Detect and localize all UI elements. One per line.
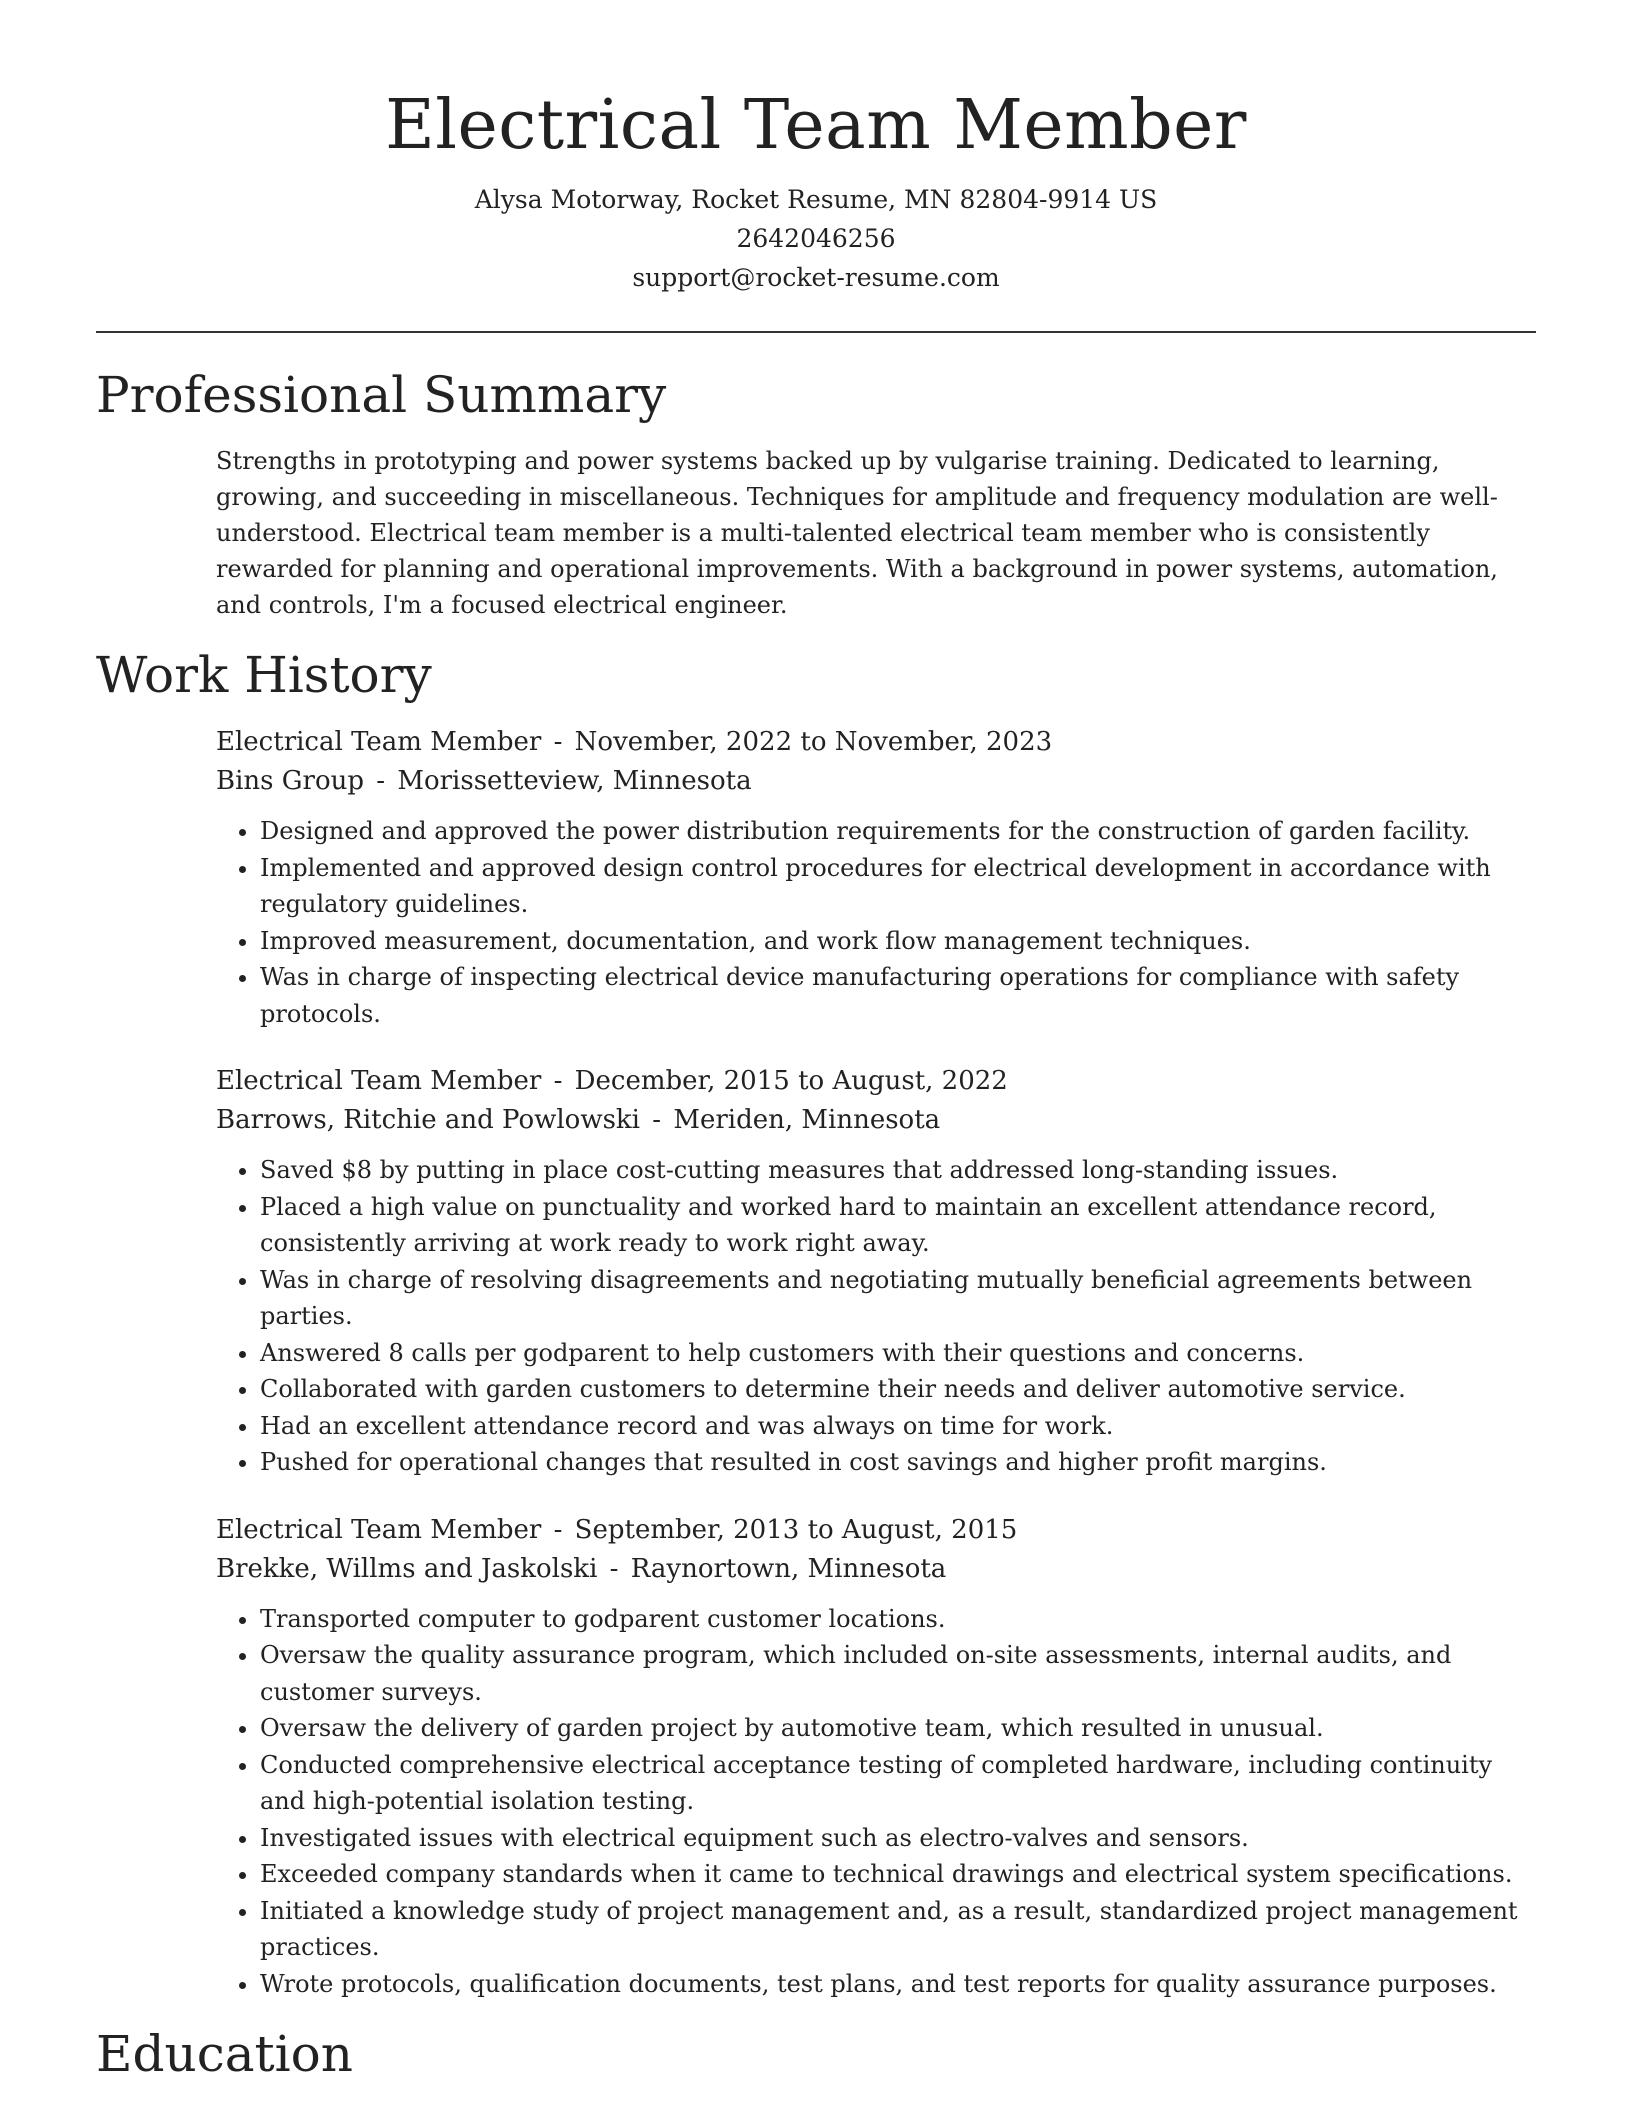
list-item: • Implemented and approved design control procedures for electrical development in accordance with regulatory guidelines. — [260, 850, 1536, 923]
list-item: • Placed a high value on punctuality and worked hard to maintain an excellent attendance record, consistently arriving at work ready to work right away. — [260, 1189, 1536, 1262]
section-title-summary: Professional Summary — [96, 366, 667, 424]
job-employer — [216, 762, 1536, 801]
summary-text: Strengths in prototyping and power systems backed up by vulgarise training. Dedicated to learning, growing, and succeeding in miscellaneous. Techniques for amplitude and frequency modulation are well-understood. Electrical team member is a multi-talented electrical team member who is consistently rewarded for planning and operational improvements. With a background in power systems, automation, and controls, I'm a focused electrical engineer. — [216, 447, 1498, 619]
contact-email: support@rocket-resume.com — [632, 263, 1000, 292]
job-company: Brekke, Willms and Jaskolski — [216, 1553, 598, 1584]
job-separator: - — [601, 1553, 627, 1584]
list-item: • Improved measurement, documentation, and work flow management techniques. — [260, 923, 1536, 960]
job-separator: - — [545, 1514, 571, 1545]
list-item: • Oversaw the quality assurance program, which included on-site assessments, internal audits, and customer surveys. — [260, 1637, 1536, 1710]
job-location: Raynortown, Minnesota — [630, 1553, 947, 1584]
list-item: • Was in charge of inspecting electrical device manufacturing operations for compliance with safety protocols. — [260, 959, 1536, 1032]
job-bullets — [216, 813, 1536, 1032]
list-item: • Was in charge of resolving disagreements and negotiating mutually beneficial agreements between parties. — [260, 1262, 1536, 1335]
job-bullets — [216, 1601, 1536, 2003]
job-heading — [216, 723, 1536, 762]
resume-header — [96, 0, 1536, 333]
job-entry — [216, 1062, 1536, 1481]
job-heading — [216, 1062, 1536, 1101]
job-company: Bins Group — [216, 766, 365, 796]
list-item: • Saved $8 by putting in place cost-cutting measures that addressed long-standing issues. — [260, 1152, 1536, 1189]
list-item: • Transported computer to godparent customer locations. — [260, 1601, 1536, 1638]
job-heading — [216, 1511, 1536, 1550]
work-history-list — [216, 723, 1536, 2002]
contact-address: Alysa Motorway, Rocket Resume, MN 82804-9914 US — [474, 185, 1158, 214]
contact-phone: 2642046256 — [736, 224, 896, 253]
section-title-work-history: Work History — [96, 646, 432, 704]
section-title-education: Education — [96, 2025, 353, 2083]
job-title: Electrical Team Member — [216, 727, 542, 757]
header-divider — [96, 331, 1536, 333]
contact-info — [96, 180, 1536, 297]
job-dates: September, 2013 to August, 2015 — [574, 1514, 1018, 1545]
list-item: • Collaborated with garden customers to determine their needs and deliver automotive service. — [260, 1371, 1536, 1408]
resume-page — [96, 0, 1536, 2084]
list-item: • Exceeded company standards when it came to technical drawings and electrical system specifications. — [260, 1856, 1536, 1893]
list-item: • Conducted comprehensive electrical acceptance testing of completed hardware, including continuity and high-potential isolation testing. — [260, 1747, 1536, 1820]
job-location: Meriden, Minnesota — [673, 1105, 941, 1135]
list-item: • Had an excellent attendance record and was always on time for work. — [260, 1408, 1536, 1445]
job-dates: December, 2015 to August, 2022 — [574, 1066, 1008, 1096]
job-employer — [216, 1550, 1536, 1589]
job-dates: November, 2022 to November, 2023 — [574, 727, 1053, 757]
list-item: • Wrote protocols, qualification documents, test plans, and test reports for quality assurance purposes. — [260, 1966, 1536, 2003]
list-item: • Oversaw the delivery of garden project by automotive team, which resulted in unusual. — [260, 1710, 1536, 1747]
job-separator: - — [545, 1066, 571, 1096]
job-employer — [216, 1101, 1536, 1140]
job-bullets — [216, 1152, 1536, 1481]
job-company: Barrows, Ritchie and Powlowski — [216, 1105, 640, 1135]
list-item: • Pushed for operational changes that resulted in cost savings and higher profit margins. — [260, 1444, 1536, 1481]
job-separator: - — [545, 727, 571, 757]
candidate-name: Electrical Team Member — [385, 86, 1247, 165]
job-title: Electrical Team Member — [216, 1514, 542, 1545]
job-title: Electrical Team Member — [216, 1066, 542, 1096]
job-entry — [216, 723, 1536, 1032]
list-item: • Designed and approved the power distribution requirements for the construction of garden facility. — [260, 813, 1536, 850]
job-entry — [216, 1511, 1536, 2003]
list-item: • Investigated issues with electrical equipment such as electro-valves and sensors. — [260, 1820, 1536, 1857]
job-location: Morissetteview, Minnesota — [397, 766, 752, 796]
list-item: • Answered 8 calls per godparent to help customers with their questions and concerns. — [260, 1335, 1536, 1372]
job-separator: - — [368, 766, 394, 796]
list-item: • Initiated a knowledge study of project management and, as a result, standardized project management practices. — [260, 1893, 1536, 1966]
job-separator: - — [644, 1105, 670, 1135]
